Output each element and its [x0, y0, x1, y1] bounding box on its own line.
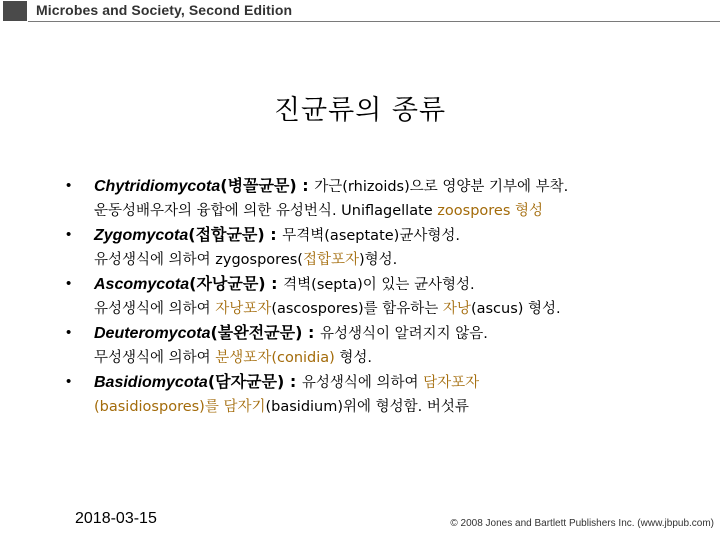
- description-end: (ascus) 형성.: [470, 301, 561, 317]
- description-end: (basidium)위에 형성함. 버섯류: [265, 399, 469, 415]
- description-end: )형성.: [358, 252, 398, 268]
- highlight-term-2: (basidiospores)를: [94, 399, 224, 415]
- list-item-ascomycota: [66, 272, 706, 321]
- phylum-korean-name: (접합균문): [188, 225, 265, 244]
- list-item-zygomycota: [66, 223, 706, 272]
- book-title: Microbes and Society, Second Edition: [36, 2, 293, 18]
- description-line2: 무성생식에 의하여: [94, 350, 216, 366]
- bullet-icon: •: [66, 373, 72, 390]
- header: [0, 0, 720, 22]
- description: 유성생식에 의하여: [301, 375, 424, 391]
- description-end: 형성.: [334, 350, 373, 366]
- highlight-term: zoospores 형성: [437, 203, 544, 219]
- list-item-chytridiomycota: [66, 174, 706, 223]
- phylum-korean-name: (병꼴균문): [220, 176, 297, 195]
- bullet-icon: •: [66, 226, 72, 243]
- description: 무격벽(aseptate)균사형성.: [282, 228, 460, 244]
- description: 가근(rhizoids)으로 영양분 기부에 부착.: [314, 179, 569, 195]
- phylum-name: Basidiomycota: [94, 374, 208, 391]
- list-item-deuteromycota: [66, 321, 706, 370]
- description: 격벽(septa)이 있는 균사형성.: [283, 277, 475, 293]
- phylum-name: Deuteromycota: [94, 325, 211, 342]
- bullet-icon: •: [66, 324, 72, 341]
- separator: :: [264, 225, 283, 244]
- description-line2: 운동성배우자의 융합에 의한 유성번식. Uniflagellate: [94, 203, 438, 219]
- list-item-basidiomycota: [66, 370, 706, 419]
- bullet-list: [66, 174, 706, 419]
- phylum-name: Zygomycota: [94, 227, 189, 244]
- highlight-term: 담자포자: [423, 375, 480, 391]
- separator: :: [302, 323, 320, 342]
- highlight-term: 자낭포자: [215, 301, 272, 317]
- highlight-term-2: 자낭: [442, 301, 471, 317]
- bullet-icon: •: [66, 177, 72, 194]
- separator: :: [265, 274, 284, 293]
- slide-title: 진균류의 종류: [273, 95, 447, 126]
- header-logo-block: [3, 1, 27, 21]
- description-line2: 유성생식에 의하여 zygospores(: [94, 252, 303, 268]
- highlight-term-3: 담자기: [223, 399, 266, 415]
- phylum-korean-name: (불완전균문): [210, 323, 303, 342]
- description: 유성생식이 알려지지 않음.: [319, 326, 488, 342]
- separator: :: [296, 176, 315, 195]
- phylum-korean-name: (담자균문): [207, 372, 285, 391]
- phylum-korean-name: (자낭균문): [189, 274, 266, 293]
- separator: :: [284, 372, 302, 391]
- bullet-icon: •: [66, 275, 72, 292]
- description-line2: 유성생식에 의하여: [94, 301, 216, 317]
- description-mid: (ascospores)를 함유하는: [271, 301, 443, 317]
- highlight-term-2: (conidia): [271, 350, 335, 366]
- header-divider: [28, 21, 720, 22]
- phylum-name: Ascomycota: [94, 276, 190, 293]
- slide-date: 2018-03-15: [75, 510, 157, 527]
- highlight-term: 접합포자: [302, 252, 359, 268]
- copyright-notice: © 2008 Jones and Bartlett Publishers Inc. (www.jbpub.com): [450, 518, 714, 529]
- highlight-term: 분생포자: [215, 350, 272, 366]
- phylum-name: Chytridiomycota: [94, 178, 221, 195]
